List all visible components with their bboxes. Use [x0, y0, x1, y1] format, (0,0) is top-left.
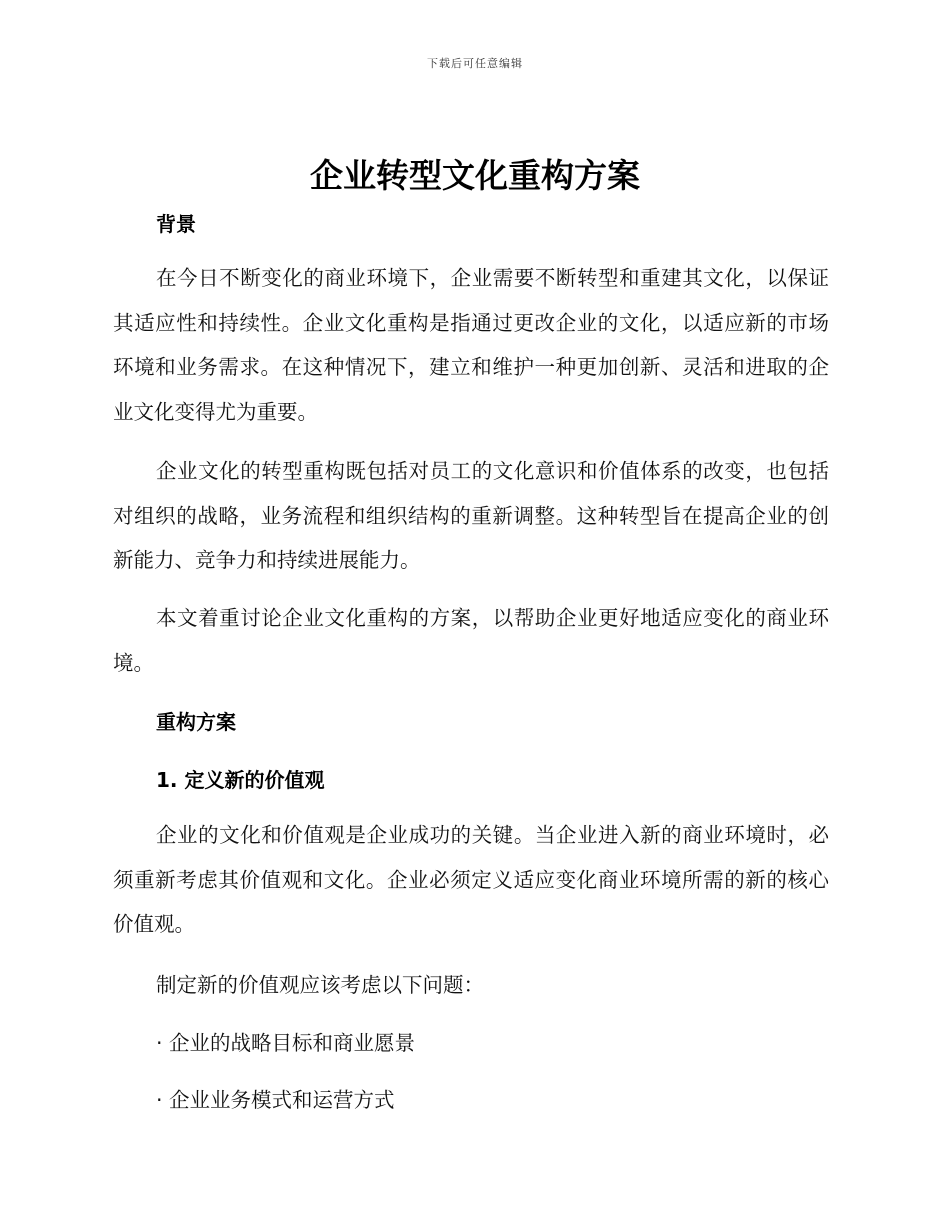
page-title: 企业转型文化重构方案 — [310, 156, 640, 195]
subheading-define-values: 1. 定义新的价值观 — [156, 768, 325, 792]
values-lead-text: 制定新的价值观应该考虑以下问题： — [156, 973, 484, 997]
paragraph-background-3: 本文着重讨论企业文化重构的方案，以帮助企业更好地适应变化的商业环境。 — [113, 606, 829, 675]
section-heading-plan: 重构方案 — [156, 710, 236, 734]
bullet-item: · 企业业务模式和运营方式 — [156, 1088, 395, 1112]
paragraph-background-1: 在今日不断变化的商业环境下，企业需要不断转型和重建其文化，以保证其适应性和持续性。企业文化重构是指通过更改企业的文化，以适应新的市场环境和业务需求。在这种情况下，建立和维护一种更加创新、灵活和进取的企业文化变得尤为重要。 — [113, 266, 829, 424]
paragraph-values: 企业的文化和价值观是企业成功的关键。当企业进入新的商业环境时，必须重新考虑其价值观和文化。企业必须定义适应变化商业环境所需的新的核心价值观。 — [113, 823, 829, 936]
paragraph-background-2: 企业文化的转型重构既包括对员工的文化意识和价值体系的改变，也包括对组织的战略，业务流程和组织结构的重新调整。这种转型旨在提高企业的创新能力、竞争力和持续进展能力。 — [113, 459, 829, 572]
section-heading-background: 背景 — [156, 212, 196, 236]
header-note: 下载后可任意编辑 — [427, 57, 523, 70]
bullet-item: · 企业的战略目标和商业愿景 — [156, 1031, 416, 1055]
